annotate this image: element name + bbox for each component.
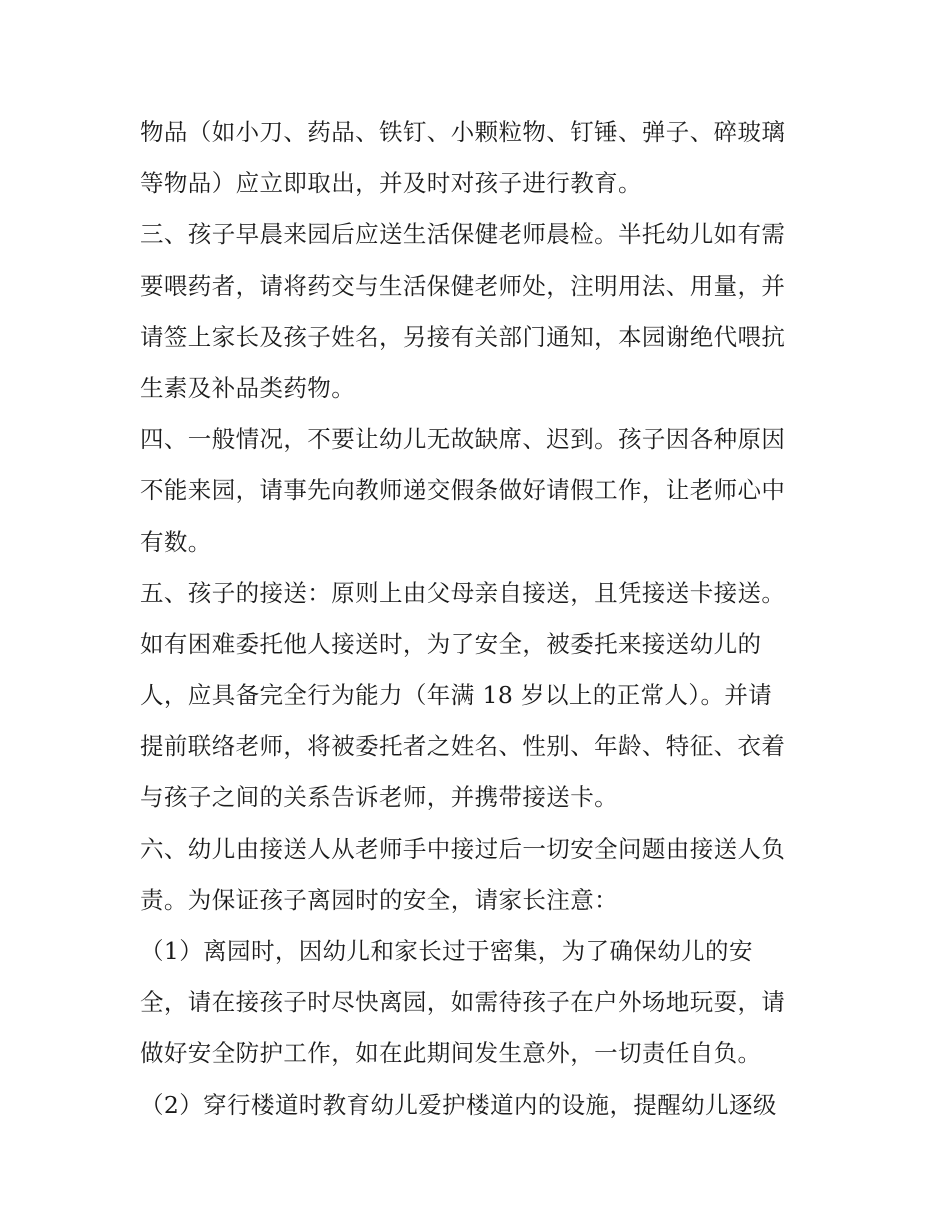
text-line: 提前联络老师，将被委托者之姓名、性别、年龄、特征、衣着: [140, 732, 786, 761]
text-line: 五、孩子的接送：原则上由父母亲自接送，且凭接送卡接送。: [140, 578, 786, 607]
text-line: 要喂药者，请将药交与生活保健老师处，注明用法、用量，并: [140, 271, 786, 300]
text-line: 不能来园，请事先向教师递交假条做好请假工作，让老师心中: [140, 476, 786, 505]
text-line: 有数。: [140, 527, 212, 556]
text-line: 与孩子之间的关系告诉老师，并携带接送卡。: [140, 783, 618, 812]
text-line: 请签上家长及孩子姓名，另接有关部门通知，本园谢绝代喂抗: [140, 322, 786, 351]
text-line: 做好安全防护工作，如在此期间发生意外，一切责任自负。: [140, 1039, 762, 1068]
text-line: 责。为保证孩子离园时的安全，请家长注意：: [140, 885, 618, 914]
text-line: 人，应具备完全行为能力（年满 18 岁以上的正常人）。并请: [140, 681, 773, 710]
text-line: （1）离园时，因幼儿和家长过于密集，为了确保幼儿的安: [140, 937, 753, 965]
text-line: 全，请在接孩子时尽快离园，如需待孩子在户外场地玩耍，请: [140, 988, 786, 1017]
text-line: 三、孩子早晨来园后应送生活保健老师晨检。半托幼儿如有需: [140, 220, 786, 249]
text-line: （2）穿行楼道时教育幼儿爱护楼道内的设施，提醒幼儿逐级: [140, 1090, 777, 1119]
text-line: 四、一般情况，不要让幼儿无故缺席、迟到。孩子因各种原因: [140, 425, 786, 454]
text-line: 物品（如小刀、药品、铁钉、小颗粒物、钉锤、弹子、碎玻璃: [140, 118, 786, 146]
document-body: [140, 107, 830, 1131]
text-line: 六、幼儿由接送人从老师手中接过后一切安全问题由接送人负: [140, 834, 786, 863]
text-line: 如有困难委托他人接送时，为了安全，被委托来接送幼儿的: [140, 629, 762, 658]
text-line: 等物品）应立即取出，并及时对孩子进行教育。: [140, 169, 642, 198]
text-line: 生素及补品类药物。: [140, 373, 356, 402]
